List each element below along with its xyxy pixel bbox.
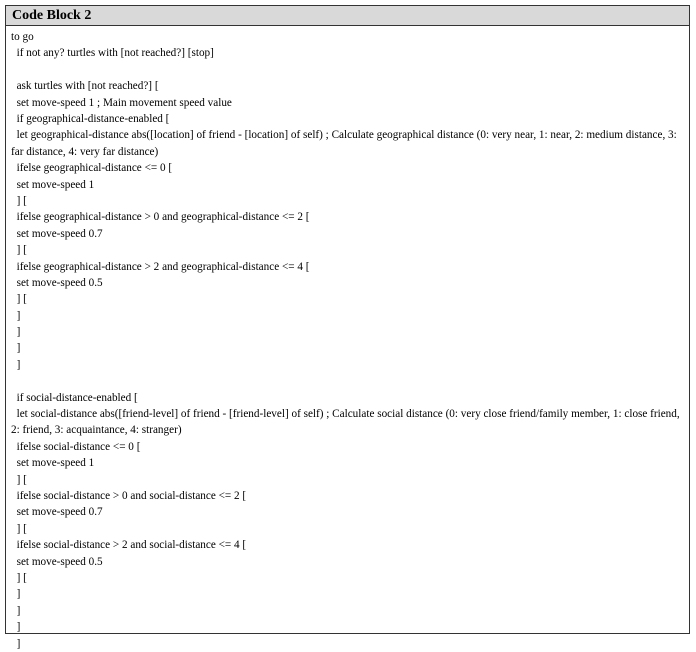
code-line: ] [ xyxy=(11,522,27,535)
code-block-table xyxy=(5,5,690,650)
code-line xyxy=(11,62,685,78)
code-line: if geographical-distance-enabled [ xyxy=(11,112,170,125)
code-line: ifelse geographical-distance > 0 and geographical-distance <= 2 [ xyxy=(11,211,310,224)
code-line: let social-distance abs([friend-level] of friend - [friend-level] of self) ; Calculate social distance (0: very close friend/family member, 1: close friend, 2: friend, 3: acquaintance, 4: stranger) xyxy=(11,408,683,437)
code-block-title: Code Block 2 xyxy=(6,6,689,26)
code-line: ] xyxy=(11,637,21,650)
code-line: set move-speed 1 xyxy=(11,178,95,191)
code-line: ifelse social-distance > 2 and social-distance <= 4 [ xyxy=(11,539,247,552)
code-line: ] xyxy=(11,604,21,617)
code-line: ] [ xyxy=(11,244,27,257)
code-line: ] xyxy=(11,358,21,371)
code-line: set move-speed 0.7 xyxy=(11,506,103,519)
code-line: ] xyxy=(11,342,21,355)
code-line: ] xyxy=(11,326,21,339)
code-line: ] xyxy=(11,588,21,601)
code-line: ] [ xyxy=(11,473,27,486)
code-line: ifelse geographical-distance > 2 and geographical-distance <= 4 [ xyxy=(11,260,310,273)
code-line: ifelse geographical-distance <= 0 [ xyxy=(11,162,173,175)
code-line: set move-speed 0.7 xyxy=(11,227,103,240)
code-line: set move-speed 1 xyxy=(11,457,95,470)
code-line: ] xyxy=(11,309,21,322)
code-line xyxy=(11,373,685,389)
code-line: set move-speed 0.5 xyxy=(11,276,103,289)
code-line: ] [ xyxy=(11,194,27,207)
code-line: ] xyxy=(11,621,21,634)
code-line: ] [ xyxy=(11,293,27,306)
code-line: ifelse social-distance > 0 and social-distance <= 2 [ xyxy=(11,490,247,502)
code-line: set move-speed 0.5 xyxy=(11,555,103,568)
code-line: set move-speed 1 ; Main movement speed value xyxy=(11,96,232,109)
code-line: let geographical-distance abs([location] of friend - [location] of self) ; Calculate geographical distance (0: very near, 1: near, 2: medium distance, 3: far distance, 4: very far distance) xyxy=(11,129,680,158)
code-line: if social-distance-enabled [ xyxy=(11,391,138,404)
code-line: ask turtles with [not reached?] [ xyxy=(11,80,159,93)
code-line: to go xyxy=(11,31,34,43)
code-line: if not any? turtles with [not reached?] [stop] xyxy=(11,47,214,60)
code-block-body xyxy=(6,26,689,652)
code-line: ] [ xyxy=(11,571,27,584)
code-line: ifelse social-distance <= 0 [ xyxy=(11,440,141,453)
